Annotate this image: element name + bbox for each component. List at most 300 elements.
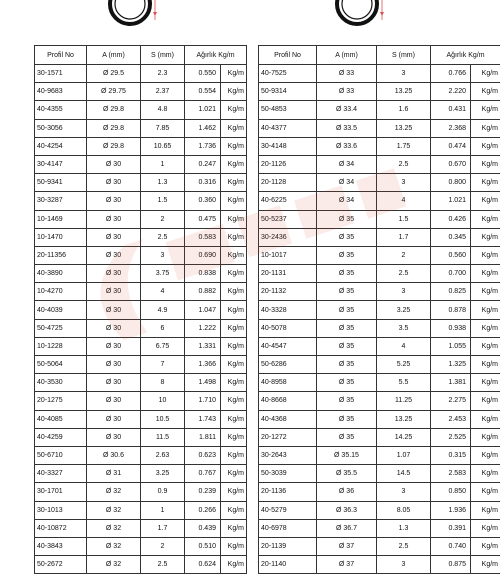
s-mm-cell: 6 <box>141 319 185 337</box>
weight-cell: 1.222 <box>185 319 221 337</box>
a-mm-cell: Ø 30 <box>87 392 141 410</box>
profile-no-cell: 10-1469 <box>35 210 87 228</box>
s-mm-cell: 2 <box>141 210 185 228</box>
weight-cell: 0.560 <box>431 246 471 264</box>
unit-cell: Kg/m <box>471 283 500 301</box>
a-mm-cell: Ø 30 <box>87 410 141 428</box>
unit-cell: Kg/m <box>221 537 247 555</box>
table-row <box>35 337 247 355</box>
a-mm-cell: Ø 36.7 <box>317 519 377 537</box>
table-row <box>35 519 247 537</box>
profile-no-cell: 20-1272 <box>259 428 317 446</box>
table-row <box>35 174 247 192</box>
s-mm-cell: 3.5 <box>377 319 431 337</box>
profile-no-cell: 50-9341 <box>35 174 87 192</box>
unit-cell: Kg/m <box>221 119 247 137</box>
a-mm-cell: Ø 30 <box>87 337 141 355</box>
unit-cell: Kg/m <box>221 301 247 319</box>
weight-cell: 2.220 <box>431 83 471 101</box>
profile-no-cell: 50-5237 <box>259 210 317 228</box>
profile-no-cell: 40-4259 <box>35 428 87 446</box>
profile-no-cell: 50-4725 <box>35 319 87 337</box>
s-mm-cell: 5.5 <box>377 374 431 392</box>
a-mm-cell: Ø 29.8 <box>87 119 141 137</box>
table-row <box>259 319 500 337</box>
unit-cell: Kg/m <box>471 83 500 101</box>
s-mm-cell: 4 <box>141 283 185 301</box>
a-mm-cell: Ø 35 <box>317 428 377 446</box>
s-mm-cell: 3.25 <box>377 301 431 319</box>
table-row <box>259 228 500 246</box>
unit-cell: Kg/m <box>221 265 247 283</box>
weight-cell: 1.811 <box>185 428 221 446</box>
weight-cell: 0.391 <box>431 519 471 537</box>
unit-cell: Kg/m <box>471 519 500 537</box>
a-mm-cell: Ø 35.15 <box>317 446 377 464</box>
weight-cell: 0.474 <box>431 137 471 155</box>
s-mm-cell: 2.5 <box>141 228 185 246</box>
column-header: A (mm) <box>87 46 141 65</box>
table-row <box>35 410 247 428</box>
column-header: Ağırlık Kg/m <box>431 46 500 65</box>
unit-cell: Kg/m <box>221 446 247 464</box>
unit-cell: Kg/m <box>221 319 247 337</box>
profile-no-cell: 20-1139 <box>259 537 317 555</box>
table-row <box>35 83 247 101</box>
unit-cell: Kg/m <box>471 465 500 483</box>
s-mm-cell: 11.5 <box>141 428 185 446</box>
unit-cell: Kg/m <box>471 210 500 228</box>
unit-cell: Kg/m <box>221 228 247 246</box>
weight-cell: 0.767 <box>185 465 221 483</box>
profile-no-cell: 40-6225 <box>259 192 317 210</box>
s-mm-cell: 1.07 <box>377 446 431 464</box>
s-mm-cell: 2 <box>377 246 431 264</box>
profile-no-cell: 50-2672 <box>35 556 87 574</box>
s-mm-cell: 1.3 <box>377 519 431 537</box>
s-mm-cell: 5.25 <box>377 356 431 374</box>
unit-cell: Kg/m <box>471 119 500 137</box>
s-mm-cell: 13.25 <box>377 410 431 428</box>
unit-cell: Kg/m <box>471 556 500 574</box>
a-mm-cell: Ø 30 <box>87 174 141 192</box>
s-mm-cell: 1.6 <box>377 101 431 119</box>
profile-no-cell: 30-4148 <box>259 137 317 155</box>
weight-cell: 1.055 <box>431 337 471 355</box>
a-mm-cell: Ø 35.5 <box>317 465 377 483</box>
s-mm-cell: 4.8 <box>141 101 185 119</box>
unit-cell: Kg/m <box>471 301 500 319</box>
unit-cell: Kg/m <box>471 246 500 264</box>
a-mm-cell: Ø 30 <box>87 228 141 246</box>
unit-cell: Kg/m <box>471 337 500 355</box>
profile-no-cell: 10-1470 <box>35 228 87 246</box>
s-mm-cell: 3.25 <box>141 465 185 483</box>
tube-profile-icon <box>108 0 158 32</box>
s-mm-cell: 1 <box>141 155 185 173</box>
table-row <box>259 556 500 574</box>
table-row <box>35 155 247 173</box>
a-mm-cell: Ø 30 <box>87 246 141 264</box>
weight-cell: 0.431 <box>431 101 471 119</box>
weight-cell: 0.800 <box>431 174 471 192</box>
s-mm-cell: 10.65 <box>141 137 185 155</box>
s-mm-cell: 3 <box>141 246 185 264</box>
s-mm-cell: 1.7 <box>377 228 431 246</box>
weight-cell: 0.316 <box>185 174 221 192</box>
a-mm-cell: Ø 35 <box>317 410 377 428</box>
table-row <box>35 119 247 137</box>
table-row <box>259 301 500 319</box>
table-row <box>35 501 247 519</box>
profile-no-cell: 20-1140 <box>259 556 317 574</box>
column-header: A (mm) <box>317 46 377 65</box>
a-mm-cell: Ø 30 <box>87 210 141 228</box>
a-mm-cell: Ø 30 <box>87 155 141 173</box>
weight-cell: 0.624 <box>185 556 221 574</box>
a-mm-cell: Ø 34 <box>317 155 377 173</box>
weight-cell: 1.381 <box>431 374 471 392</box>
column-header: Profil No <box>259 46 317 65</box>
weight-cell: 0.426 <box>431 210 471 228</box>
profile-no-cell: 20-1126 <box>259 155 317 173</box>
weight-cell: 0.550 <box>185 65 221 83</box>
profile-no-cell: 40-4039 <box>35 301 87 319</box>
table-row <box>35 101 247 119</box>
unit-cell: Kg/m <box>471 137 500 155</box>
table-row <box>259 283 500 301</box>
unit-cell: Kg/m <box>471 428 500 446</box>
weight-cell: 0.623 <box>185 446 221 464</box>
profile-no-cell: 30-3287 <box>35 192 87 210</box>
s-mm-cell: 13.25 <box>377 83 431 101</box>
unit-cell: Kg/m <box>471 155 500 173</box>
a-mm-cell: Ø 29.8 <box>87 137 141 155</box>
table-row <box>259 192 500 210</box>
profile-no-cell: 40-4355 <box>35 101 87 119</box>
unit-cell: Kg/m <box>221 465 247 483</box>
table-row <box>35 228 247 246</box>
table-row <box>259 83 500 101</box>
a-mm-cell: Ø 37 <box>317 556 377 574</box>
weight-cell: 0.475 <box>185 210 221 228</box>
a-mm-cell: Ø 34 <box>317 174 377 192</box>
table-row <box>35 210 247 228</box>
a-mm-cell: Ø 31 <box>87 465 141 483</box>
unit-cell: Kg/m <box>221 519 247 537</box>
unit-cell: Kg/m <box>471 483 500 501</box>
table-row <box>259 446 500 464</box>
unit-cell: Kg/m <box>221 356 247 374</box>
profile-no-cell: 50-6710 <box>35 446 87 464</box>
table-row <box>259 501 500 519</box>
s-mm-cell: 0.9 <box>141 483 185 501</box>
profile-no-cell: 40-9683 <box>35 83 87 101</box>
unit-cell: Kg/m <box>221 155 247 173</box>
a-mm-cell: Ø 32 <box>87 519 141 537</box>
s-mm-cell: 6.75 <box>141 337 185 355</box>
unit-cell: Kg/m <box>471 356 500 374</box>
a-mm-cell: Ø 33.6 <box>317 137 377 155</box>
weight-cell: 0.766 <box>431 65 471 83</box>
a-mm-cell: Ø 30 <box>87 265 141 283</box>
weight-cell: 0.345 <box>431 228 471 246</box>
unit-cell: Kg/m <box>221 192 247 210</box>
s-mm-cell: 2.5 <box>377 537 431 555</box>
unit-cell: Kg/m <box>471 192 500 210</box>
s-mm-cell: 1.3 <box>141 174 185 192</box>
s-mm-cell: 14.25 <box>377 428 431 446</box>
s-mm-cell: 2.63 <box>141 446 185 464</box>
weight-cell: 2.583 <box>431 465 471 483</box>
table-row <box>35 483 247 501</box>
weight-cell: 0.247 <box>185 155 221 173</box>
profile-no-cell: 40-4547 <box>259 337 317 355</box>
s-mm-cell: 3 <box>377 483 431 501</box>
table-row <box>35 428 247 446</box>
s-mm-cell: 3 <box>377 174 431 192</box>
a-mm-cell: Ø 29.8 <box>87 101 141 119</box>
unit-cell: Kg/m <box>471 446 500 464</box>
a-mm-cell: Ø 30 <box>87 192 141 210</box>
profile-no-cell: 40-4254 <box>35 137 87 155</box>
weight-cell: 1.021 <box>185 101 221 119</box>
unit-cell: Kg/m <box>471 65 500 83</box>
weight-cell: 0.554 <box>185 83 221 101</box>
weight-cell: 1.743 <box>185 410 221 428</box>
weight-cell: 0.882 <box>185 283 221 301</box>
unit-cell: Kg/m <box>471 265 500 283</box>
a-mm-cell: Ø 30 <box>87 374 141 392</box>
unit-cell: Kg/m <box>471 174 500 192</box>
weight-cell: 0.670 <box>431 155 471 173</box>
weight-cell: 1.366 <box>185 356 221 374</box>
unit-cell: Kg/m <box>471 319 500 337</box>
profile-no-cell: 30-4147 <box>35 155 87 173</box>
s-mm-cell: 2 <box>141 537 185 555</box>
table-row <box>259 246 500 264</box>
profile-no-cell: 20-1136 <box>259 483 317 501</box>
profile-table-left <box>34 45 247 574</box>
a-mm-cell: Ø 33.4 <box>317 101 377 119</box>
weight-cell: 2.525 <box>431 428 471 446</box>
s-mm-cell: 1.5 <box>141 192 185 210</box>
s-mm-cell: 10 <box>141 392 185 410</box>
s-mm-cell: 2.37 <box>141 83 185 101</box>
profile-no-cell: 50-3039 <box>259 465 317 483</box>
column-header: S (mm) <box>141 46 185 65</box>
unit-cell: Kg/m <box>221 65 247 83</box>
profile-no-cell: 40-3328 <box>259 301 317 319</box>
s-mm-cell: 7 <box>141 356 185 374</box>
a-mm-cell: Ø 36.3 <box>317 501 377 519</box>
profile-no-cell: 50-4853 <box>259 101 317 119</box>
unit-cell: Kg/m <box>221 337 247 355</box>
weight-cell: 1.710 <box>185 392 221 410</box>
profile-no-cell: 40-5078 <box>259 319 317 337</box>
weight-cell: 0.266 <box>185 501 221 519</box>
unit-cell: Kg/m <box>221 210 247 228</box>
table-row <box>259 119 500 137</box>
a-mm-cell: Ø 32 <box>87 483 141 501</box>
weight-cell: 0.510 <box>185 537 221 555</box>
weight-cell: 0.825 <box>431 283 471 301</box>
tube-profile-icon <box>335 0 385 32</box>
s-mm-cell: 1 <box>141 501 185 519</box>
a-mm-cell: Ø 34 <box>317 192 377 210</box>
s-mm-cell: 1.5 <box>377 210 431 228</box>
profile-no-cell: 40-7525 <box>259 65 317 83</box>
table-header-row <box>35 46 247 65</box>
profile-no-cell: 30-2436 <box>259 228 317 246</box>
weight-cell: 0.239 <box>185 483 221 501</box>
unit-cell: Kg/m <box>221 392 247 410</box>
profile-no-cell: 40-6978 <box>259 519 317 537</box>
profile-no-cell: 10-1017 <box>259 246 317 264</box>
profile-no-cell: 40-3327 <box>35 465 87 483</box>
profile-no-cell: 30-1571 <box>35 65 87 83</box>
table-row <box>259 374 500 392</box>
column-header: Ağırlık Kg/m <box>185 46 247 65</box>
profile-no-cell: 20-1275 <box>35 392 87 410</box>
weight-cell: 0.439 <box>185 519 221 537</box>
profile-no-cell: 40-10872 <box>35 519 87 537</box>
weight-cell: 1.047 <box>185 301 221 319</box>
a-mm-cell: Ø 30 <box>87 356 141 374</box>
table-row <box>259 519 500 537</box>
weight-cell: 0.583 <box>185 228 221 246</box>
a-mm-cell: Ø 36 <box>317 483 377 501</box>
table-row <box>259 337 500 355</box>
table-row <box>259 356 500 374</box>
table-row <box>259 210 500 228</box>
weight-cell: 1.736 <box>185 137 221 155</box>
column-header: Profil No <box>35 46 87 65</box>
profile-no-cell: 40-3843 <box>35 537 87 555</box>
profile-no-cell: 50-3056 <box>35 119 87 137</box>
s-mm-cell: 3 <box>377 65 431 83</box>
unit-cell: Kg/m <box>471 374 500 392</box>
weight-cell: 0.740 <box>431 537 471 555</box>
weight-cell: 0.360 <box>185 192 221 210</box>
profile-no-cell: 40-3890 <box>35 265 87 283</box>
table-row <box>259 65 500 83</box>
s-mm-cell: 4.9 <box>141 301 185 319</box>
weight-cell: 0.938 <box>431 319 471 337</box>
profile-no-cell: 20-1132 <box>259 283 317 301</box>
table-row <box>35 265 247 283</box>
a-mm-cell: Ø 32 <box>87 501 141 519</box>
profile-no-cell: 40-4368 <box>259 410 317 428</box>
table-row <box>259 174 500 192</box>
unit-cell: Kg/m <box>221 410 247 428</box>
profile-no-cell: 50-5064 <box>35 356 87 374</box>
profile-no-cell: 50-9314 <box>259 83 317 101</box>
a-mm-cell: Ø 30.6 <box>87 446 141 464</box>
weight-cell: 0.878 <box>431 301 471 319</box>
table-row <box>259 465 500 483</box>
weight-cell: 0.315 <box>431 446 471 464</box>
weight-cell: 0.700 <box>431 265 471 283</box>
profile-no-cell: 10-4270 <box>35 283 87 301</box>
table-row <box>259 410 500 428</box>
profile-no-cell: 40-5279 <box>259 501 317 519</box>
s-mm-cell: 4 <box>377 337 431 355</box>
unit-cell: Kg/m <box>221 283 247 301</box>
table-row <box>259 537 500 555</box>
s-mm-cell: 3 <box>377 556 431 574</box>
s-mm-cell: 1.7 <box>141 519 185 537</box>
weight-cell: 1.462 <box>185 119 221 137</box>
s-mm-cell: 8 <box>141 374 185 392</box>
a-mm-cell: Ø 35 <box>317 228 377 246</box>
a-mm-cell: Ø 30 <box>87 428 141 446</box>
a-mm-cell: Ø 35 <box>317 356 377 374</box>
a-mm-cell: Ø 33.5 <box>317 119 377 137</box>
a-mm-cell: Ø 35 <box>317 319 377 337</box>
unit-cell: Kg/m <box>221 483 247 501</box>
profile-no-cell: 40-3530 <box>35 374 87 392</box>
table-row <box>35 556 247 574</box>
a-mm-cell: Ø 35 <box>317 246 377 264</box>
a-mm-cell: Ø 32 <box>87 556 141 574</box>
s-mm-cell: 14.5 <box>377 465 431 483</box>
table-row <box>35 356 247 374</box>
table-row <box>35 446 247 464</box>
table-row <box>35 319 247 337</box>
table-row <box>259 137 500 155</box>
a-mm-cell: Ø 29.75 <box>87 83 141 101</box>
table-row <box>35 537 247 555</box>
unit-cell: Kg/m <box>471 410 500 428</box>
a-mm-cell: Ø 37 <box>317 537 377 555</box>
unit-cell: Kg/m <box>471 537 500 555</box>
profile-no-cell: 20-11356 <box>35 246 87 264</box>
column-header: S (mm) <box>377 46 431 65</box>
s-mm-cell: 1.75 <box>377 137 431 155</box>
table-row <box>35 246 247 264</box>
a-mm-cell: Ø 29.5 <box>87 65 141 83</box>
a-mm-cell: Ø 35 <box>317 337 377 355</box>
profile-no-cell: 30-2643 <box>259 446 317 464</box>
s-mm-cell: 4 <box>377 192 431 210</box>
a-mm-cell: Ø 35 <box>317 301 377 319</box>
unit-cell: Kg/m <box>221 556 247 574</box>
weight-cell: 2.453 <box>431 410 471 428</box>
s-mm-cell: 2.5 <box>141 556 185 574</box>
a-mm-cell: Ø 35 <box>317 265 377 283</box>
weight-cell: 1.498 <box>185 374 221 392</box>
s-mm-cell: 2.5 <box>377 155 431 173</box>
weight-cell: 1.331 <box>185 337 221 355</box>
profile-no-cell: 40-8958 <box>259 374 317 392</box>
a-mm-cell: Ø 30 <box>87 319 141 337</box>
weight-cell: 2.368 <box>431 119 471 137</box>
a-mm-cell: Ø 33 <box>317 83 377 101</box>
weight-cell: 1.021 <box>431 192 471 210</box>
s-mm-cell: 8.05 <box>377 501 431 519</box>
unit-cell: Kg/m <box>221 246 247 264</box>
table-row <box>259 483 500 501</box>
a-mm-cell: Ø 35 <box>317 374 377 392</box>
s-mm-cell: 3 <box>377 283 431 301</box>
table-row <box>259 101 500 119</box>
table-row <box>259 265 500 283</box>
unit-cell: Kg/m <box>221 428 247 446</box>
s-mm-cell: 10.5 <box>141 410 185 428</box>
a-mm-cell: Ø 30 <box>87 301 141 319</box>
weight-cell: 0.875 <box>431 556 471 574</box>
